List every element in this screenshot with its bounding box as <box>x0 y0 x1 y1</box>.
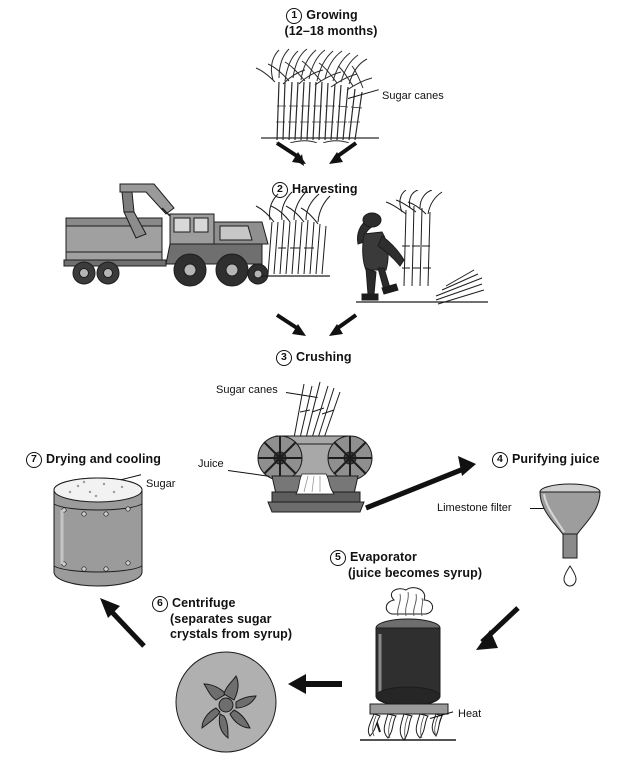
stage-title-harvesting: Harvesting <box>292 182 358 196</box>
limestone-filter-funnel-illustration <box>534 478 614 588</box>
drying-cooling-drum-illustration <box>44 474 154 590</box>
callout-juice: Juice <box>198 458 224 470</box>
stage-title-evaporator: Evaporator <box>350 550 417 564</box>
stage-title-centrifuge: Centrifuge <box>172 596 236 610</box>
stage-label-crushing <box>276 350 352 366</box>
stage-label-purifying <box>492 452 600 468</box>
stage-number-4: 4 <box>492 452 508 468</box>
stage-number-6: 6 <box>152 596 168 612</box>
callout-limestone-filter: Limestone filter <box>437 502 512 514</box>
stage-title-drying: Drying and cooling <box>46 452 161 466</box>
evaporator-illustration <box>340 586 480 748</box>
centrifuge-illustration <box>174 650 278 754</box>
callout-heat: Heat <box>458 708 482 720</box>
arrow-centrifuge-to-drying <box>96 596 152 654</box>
arrow-evaporator-to-centrifuge <box>284 672 348 698</box>
stage-subtitle-centrifuge-1: (separates sugar <box>170 612 272 626</box>
harvester-machine-illustration <box>62 178 332 310</box>
sugar-cane-field-illustration <box>255 48 385 143</box>
stage-number-1: 1 <box>286 8 302 24</box>
stage-number-7: 7 <box>26 452 42 468</box>
callout-sugar-canes-crusher: Sugar canes <box>216 384 278 396</box>
stage-title-purifying: Purifying juice <box>512 452 600 466</box>
stage-number-2: 2 <box>272 182 288 198</box>
stage-label-growing <box>252 8 392 39</box>
stage-number-3: 3 <box>276 350 292 366</box>
stage-subtitle-growing: (12–18 months) <box>284 24 378 38</box>
arrow-growing-to-harvesting-right <box>326 140 368 168</box>
callout-sugar-canes-top: Sugar canes <box>382 90 444 102</box>
stage-number-5: 5 <box>330 550 346 566</box>
stage-title-crushing: Crushing <box>296 350 352 364</box>
arrow-growing-to-harvesting-left <box>274 140 316 168</box>
callout-sugar: Sugar <box>146 478 176 490</box>
stage-subtitle-centrifuge-2: crystals from syrup) <box>170 627 293 641</box>
stage-label-centrifuge <box>152 596 342 642</box>
arrow-harvesting-to-crushing-left <box>274 312 316 340</box>
manual-harvesting-illustration <box>350 190 490 310</box>
stage-title-growing: Growing <box>306 8 358 22</box>
arrow-harvesting-to-crushing-right <box>326 312 368 340</box>
stage-label-evaporator <box>330 550 530 581</box>
stage-subtitle-evaporator: (juice becomes syrup) <box>348 566 483 580</box>
stage-label-drying <box>26 452 161 468</box>
